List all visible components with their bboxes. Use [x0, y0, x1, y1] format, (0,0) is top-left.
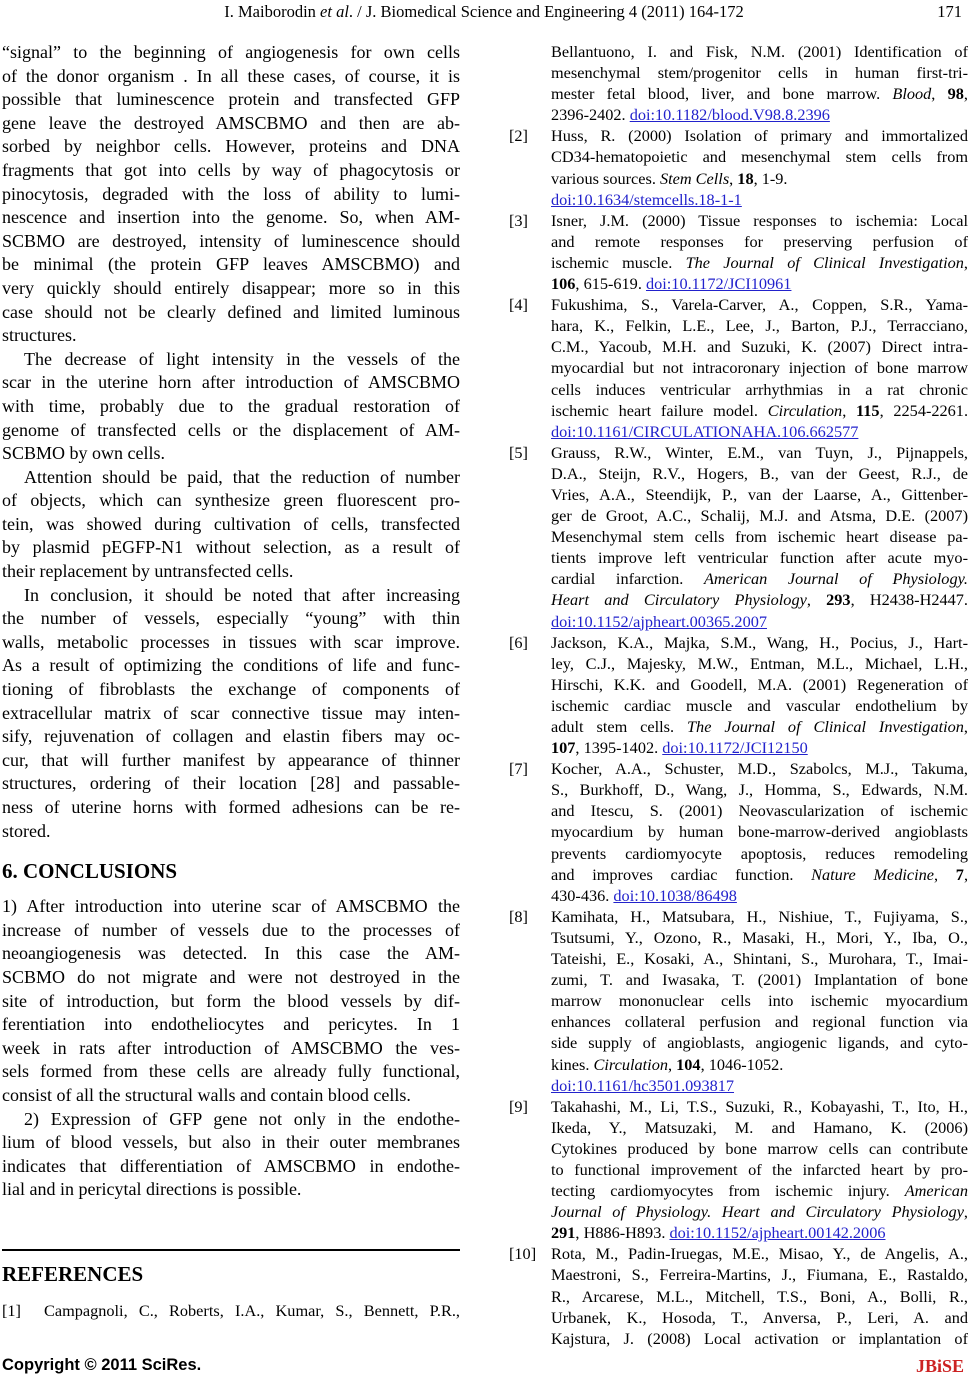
text-line: Isner, J.M. (2000) Tissue responses to ischemia: Local — [551, 210, 968, 230]
text-line: ischemic heart failure model. Circulation, 115, 2254-2261. — [551, 400, 968, 420]
page-header — [0, 2, 968, 26]
reference-number: [8] — [509, 906, 528, 926]
text-line: Grauss, R.W., Winter, E.M., van Tuyn, J., Pijnappels, — [551, 442, 968, 462]
text-line: 430-436. doi:10.1038/86498 — [551, 885, 737, 905]
text-line — [551, 1075, 968, 1096]
text-line: Journal of Physiology. Heart and Circulatory Physiology, — [551, 1202, 968, 1222]
text-line: Tateishi, E., Kosaki, A., Shintani, S., Murohara, T., Imai- — [551, 949, 968, 969]
text-line: 1) After introduction into uterine scar of AMSCBMO the — [2, 896, 460, 917]
paragraph — [2, 584, 460, 844]
text-line: S., Burkhoff, D., Wang, J., Homma, S., Edwards, N.M. — [551, 780, 968, 800]
text-line: enhances collateral perfusion and regional function via — [551, 1012, 968, 1032]
text-line: case should not be clearly defined and limited luminous — [2, 301, 460, 322]
text-line: of the donor organism . In all these cases, of course, it is — [2, 65, 460, 86]
text-line: D.A., Steijn, R.V., Hogers, B., van der Geest, R.J., de — [551, 463, 968, 483]
text-line: Kajstura, J. (2008) Local activation or implantation of — [551, 1328, 968, 1348]
reference-number: [6] — [509, 632, 528, 652]
text-line: tients improve left ventricular function after acute myo- — [551, 548, 968, 568]
text-line: Urbanek, K., Hosoda, T., Anversa, P., Leri, A. and — [551, 1307, 968, 1327]
text-line: lial and in pericytal directions is possible. — [2, 1179, 302, 1200]
text-line: with time, probably due to the gradual restoration of — [2, 395, 460, 416]
section-heading: REFERENCES — [2, 1261, 144, 1286]
text-line: Campagnoli, C., Roberts, I.A., Kumar, S., Bennett, P.R., — [44, 1300, 460, 1320]
reference-number: [2] — [509, 126, 528, 146]
two-column-body — [2, 41, 968, 1349]
text-line: lium of blood vessels, but also in their outer membranes — [2, 1132, 460, 1153]
text-line: adult stem cells. The Journal of Clinical Investigation, — [551, 717, 968, 736]
text-line: sels formed from these cells are already fully functional, — [2, 1061, 460, 1082]
text-line: and improves cardiac function. Nature Medicine, 7, — [551, 864, 968, 884]
text-line: Kocher, A.A., Schuster, M.D., Szabolcs, M.J., Takuma, — [551, 759, 968, 779]
text-line: Hirschi, K.K. and Goodell, M.A. (2001) Regeneration of — [551, 674, 968, 694]
text-line: myocardial but not intracoronary injection of bone marrow — [551, 358, 968, 378]
reference-number: [9] — [509, 1096, 528, 1116]
text-line: side supply of angioblasts, angiogenic ligands, and cyto- — [551, 1033, 968, 1053]
text-line: and remote responses for preserving perfusion of — [551, 231, 968, 251]
reference-item — [509, 41, 968, 125]
doi-link[interactable]: doi:10.1172/JCI10961 — [645, 274, 792, 294]
text-line — [551, 189, 968, 210]
text-line: cur, that will further manifest by appearance of thinner — [2, 749, 460, 770]
text-line: very quickly should entirely disappear; more so in this — [2, 277, 460, 298]
text-line: mesenchymal stem/progenitor cells in human first-tri- — [551, 63, 968, 83]
doi-link[interactable]: doi:10.1038/86498 — [613, 885, 737, 905]
text-line: of objects, which can synthesize green fluorescent pro- — [2, 490, 460, 511]
text-line — [551, 421, 968, 442]
text-line: stored. — [2, 820, 51, 841]
reference-item — [2, 1300, 460, 1321]
text-line: R., Arcarese, M.L., Mitchell, T.S., Boni, A., Bolli, R., — [551, 1286, 968, 1306]
text-line: scar in the uterine horn after introduction of AMSCBMO — [2, 372, 460, 393]
text-line: ley, C.J., Majesky, M.W., Entman, M.L., Michael, L.H., — [551, 653, 968, 673]
text-line: consist of all the structural walls and contain blood cells. — [2, 1084, 411, 1105]
reference-item — [509, 294, 968, 442]
text-line: week in rats after introduction of AMSCBMO the ves- — [2, 1037, 460, 1058]
text-line: C.M., Yacoub, M.H. and Suzuki, K. (2007) Direct intra- — [551, 337, 968, 357]
text-line: extracellular matrix of scar connective tissue may inten- — [2, 702, 460, 723]
text-line: 2) Expression of GFP gene not only in the endothe- — [24, 1108, 460, 1129]
doi-link[interactable]: doi:10.1172/JCI12150 — [662, 738, 808, 758]
text-line: SCBMO do not migrate and were not destroyed in the — [2, 966, 460, 987]
journal-logo: JBiSE — [915, 1356, 964, 1376]
text-line: SCBMO are destroyed, intensity of luminescence should — [2, 230, 460, 251]
text-line: “signal” to the beginning of angiogenesis for own cells — [2, 42, 460, 62]
reference-item — [509, 632, 968, 759]
text-line: Kamihata, H., Matsubara, H., Nishiue, T., Fujiyama, S., — [551, 906, 968, 926]
text-line: SCBMO by own cells. — [2, 443, 166, 464]
reference-item — [509, 210, 968, 294]
text-line: 107, 1395-1402. doi:10.1172/JCI12150 — [551, 738, 808, 758]
paragraph — [2, 41, 460, 348]
text-line: Cytokines produced by bone marrow cells can contribute — [551, 1138, 968, 1158]
reference-item — [509, 125, 968, 209]
page-number: 171 — [937, 2, 962, 21]
paragraph — [2, 1108, 460, 1202]
reference-item — [509, 442, 968, 632]
text-line: nescence and insertion into the genome. So, when AM- — [2, 207, 460, 228]
text-line: ness of uterine horns with formed adhesions can be re- — [2, 797, 460, 817]
text-line: tioning of fibroblasts the exchange of components of — [2, 679, 460, 700]
text-line: various sources. Stem Cells, 18, 1-9. — [551, 168, 788, 188]
column-left — [2, 41, 460, 1349]
text-line: site of introduction, but form the blood vessels by dif- — [2, 990, 460, 1011]
text-line: Tsutsumi, Y., Ozono, R., Masaki, H., Mori, Y., Iba, O., — [551, 927, 968, 947]
text-line: Huss, R. (2000) Isolation of primary and immortalized — [551, 126, 968, 146]
reference-number: [1] — [2, 1300, 21, 1320]
text-line: 106, 615-619. doi:10.1172/JCI10961 — [551, 274, 792, 294]
text-line: Maestroni, S., Ferreira-Martins, J., Fiumana, E., Rastaldo, — [551, 1265, 968, 1285]
paragraph — [2, 466, 460, 584]
text-line: sify, rejuvenation of collagen and elastin fibers may oc- — [2, 726, 460, 747]
text-line: to functional improvement of the infarcted heart by pro- — [551, 1159, 968, 1179]
text-line: their replacement by untransfected cells. — [2, 561, 294, 582]
text-line: ferentiation into endotheliocytes and pericytes. In 1 — [2, 1014, 460, 1035]
text-line: the number of vessels, especially “young” with thin — [2, 608, 460, 629]
text-line: structures, ordering of their location [28] and passable- — [2, 773, 460, 794]
reference-item — [509, 1096, 968, 1244]
reference-number: [7] — [509, 759, 528, 779]
text-line: sorbed by neighbor cells. However, proteins and DNA — [2, 136, 460, 157]
paragraph — [2, 348, 460, 466]
doi-link[interactable]: doi:10.1152/ajpheart.00142.2006 — [669, 1223, 886, 1243]
text-line: zumi, T. and Iwasaka, T. (2001) Implantation of bone — [551, 970, 968, 990]
doi-link[interactable]: doi:10.1634/stemcells.18-1-1 — [551, 189, 742, 209]
text-line: Vries, A.A., Steendijk, P., van der Laarse, A., Gittenber- — [551, 484, 968, 504]
text-line: Rota, M., Padin-Iruegas, M.E., Misao, Y., de Angelis, A., — [551, 1244, 968, 1264]
text-line: indicates that differentiation of AMSCBMO in endothe- — [2, 1155, 460, 1176]
text-line: Fukushima, S., Varela-Carver, A., Coppen, S.R., Yama- — [551, 295, 968, 315]
text-line: CD34-hematopoietic and mesenchymal stem cells from — [551, 147, 968, 167]
text-line: In conclusion, it should be noted that after increasing — [24, 584, 460, 605]
text-line: increase of number of vessels due to the processes of — [2, 919, 460, 940]
paragraph — [2, 895, 460, 1107]
reference-number: [5] — [509, 442, 528, 462]
text-line: possible that luminescence protein and transfected GFP — [2, 89, 460, 110]
doi-link[interactable]: doi:10.1152/ajpheart.00365.2007 — [551, 611, 767, 631]
doi-link[interactable]: doi:10.1161/CIRCULATIONAHA.106.662577 — [551, 421, 859, 441]
text-line: tecting cardiomyocytes from ischemic injury. American — [551, 1181, 968, 1201]
text-line: Takahashi, M., Li, T.S., Suzuki, R., Kobayashi, T., Ito, H., — [551, 1096, 968, 1116]
text-line: hara, K., Felkin, L.E., Lee, J., Barton, P.J., Terracciano, — [551, 316, 968, 336]
text-line: As a result of optimizing the conditions of life and func- — [2, 655, 460, 676]
text-line: mester fetal blood, liver, and bone marrow. Blood, 98, — [551, 84, 968, 104]
text-line: Heart and Circulatory Physiology, 293, H2438-H2447. — [551, 590, 968, 610]
text-line: by plasmid pEGFP-N1 without selection, as a result of — [2, 537, 460, 558]
text-line: ischemic cardiac muscle and vascular endothelium by — [551, 695, 968, 715]
text-line: cardial infarction. American Journal of Physiology. — [551, 569, 968, 589]
text-line: 2396-2402. doi:10.1182/blood.V98.8.2396 — [551, 105, 830, 125]
text-line: Ikeda, Y., Matsuzaki, M. and Hamano, K. (2006) — [551, 1117, 968, 1137]
doi-link[interactable]: doi:10.1161/hc3501.093817 — [551, 1075, 735, 1095]
copyright-notice: Copyright © 2011 SciRes. — [2, 1356, 202, 1374]
text-line: walls, metabolic processes in tissues with scar improve. — [2, 631, 460, 652]
text-line: gene leave the destroyed AMSCBMO and then are ab- — [2, 112, 460, 133]
text-line: marrow mononuclear cells into ischemic myocardium — [551, 991, 968, 1011]
text-line — [551, 611, 968, 632]
reference-number: [3] — [509, 210, 528, 230]
text-line: genome of transfected cells or the displacement of AM- — [2, 419, 460, 440]
section-heading: 6. CONCLUSIONS — [2, 859, 178, 884]
reference-item — [509, 1243, 968, 1348]
doi-link[interactable]: doi:10.1182/blood.V98.8.2396 — [629, 105, 830, 125]
reference-number: [10] — [509, 1244, 537, 1264]
text-line: structures. — [2, 325, 77, 346]
text-line: Mesenchymal stem cells from ischemic heart disease pa- — [551, 527, 968, 547]
text-line: The decrease of light intensity in the vessels of the — [24, 348, 460, 369]
reference-item — [509, 906, 968, 1096]
text-line: be minimal (the protein GFP leaves AMSCBMO) and — [2, 254, 460, 275]
text-line: myocardium by human bone-marrow-derived angioblasts — [551, 822, 968, 842]
text-line: pinocytosis, degraded with the loss of ability to lumi- — [2, 183, 460, 204]
text-line: Jackson, K.A., Majka, S.M., Wang, H., Pocius, J., Hart- — [551, 632, 968, 652]
text-line: kines. Circulation, 104, 1046-1052. — [551, 1054, 784, 1074]
footnote-rule — [2, 1249, 460, 1251]
running-head-title: I. Maiborodin et al. / J. Biomedical Science and Engineering 4 (2011) 164-172 — [224, 2, 744, 21]
text-line: and Itescu, S. (2001) Neovascularization of ischemic — [551, 801, 968, 821]
text-line: Attention should be paid, that the reduction of number — [24, 466, 460, 487]
text-line: prevents cardiomyocyte apoptosis, reduces remodeling — [551, 843, 968, 863]
text-line: cells induces ventricular arrhythmias in a rat chronic — [551, 379, 968, 399]
text-line: ischemic muscle. The Journal of Clinical Investigation, — [551, 252, 968, 272]
text-line: neoangiogenesis was detected. In this case the AM- — [2, 943, 460, 964]
reference-number: [4] — [509, 295, 528, 315]
column-right — [509, 41, 968, 1349]
text-line: ger de Groot, A.C., Schalij, M.J. and Atsma, D.E. (2007) — [551, 506, 968, 526]
text-line: fragments that got into cells by way of phagocytosis or — [2, 159, 460, 180]
text-line: 291, H886-H893. doi:10.1152/ajpheart.00142.2006 — [551, 1223, 886, 1243]
page-footer — [2, 1356, 964, 1380]
text-line: Bellantuono, I. and Fisk, N.M. (2001) Identification of — [551, 42, 968, 61]
text-line: tein, was showed during cultivation of cells, transfected — [2, 513, 460, 534]
reference-item — [509, 758, 968, 906]
